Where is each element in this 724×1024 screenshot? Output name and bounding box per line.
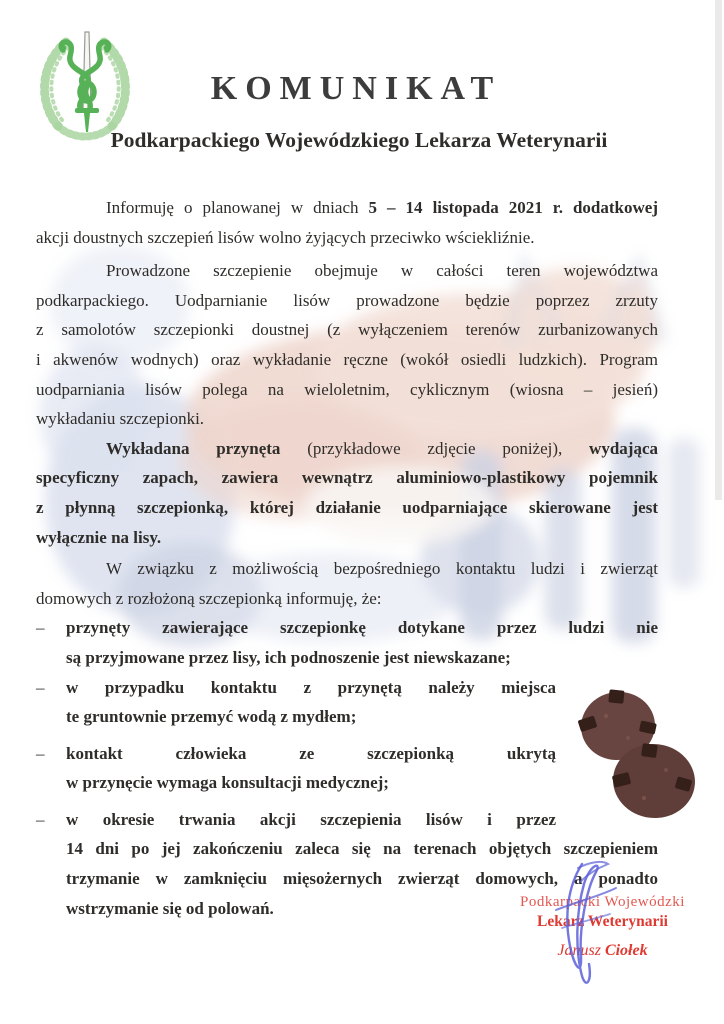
text-line: Wykładana przynęta (przykładowe zdjęcie poniżej), wydająca [106, 438, 658, 458]
list-item [36, 673, 658, 732]
text-line: wyłącznie na lisy. [36, 527, 162, 547]
list-item [36, 739, 658, 798]
scan-artifact-strip [715, 0, 722, 500]
paragraph-intro [36, 193, 658, 252]
paragraph-bait-description [36, 434, 658, 552]
signer-last-name: Ciołek [604, 942, 648, 959]
text-line: w przypadku kontaktu z przynętą należy miejsca [66, 677, 556, 697]
text-line: trzymanie w zamknięciu mięsożernych zwierząt domowych, a ponadto [66, 869, 658, 889]
paragraph-scope [36, 256, 658, 434]
text-line: te gruntownie przemyć wodą z mydłem; [66, 707, 357, 727]
text-line: W związku z możliwością bezpośredniego kontaktu ludzi i zwierząt [106, 559, 658, 579]
text-line: specyficzny zapach, zawiera wewnątrz aluminiowo-plastikowy pojemnik [36, 468, 658, 488]
handwritten-signature [528, 858, 638, 990]
text-line: kontakt człowieka ze szczepionką ukrytą [66, 743, 556, 763]
signer-first-name: Janusz [557, 942, 605, 959]
stamp-line-2: Lekarz Weterynarii [536, 913, 668, 930]
text-line: w przynęcie wymaga konsultacji medycznej; [66, 773, 389, 793]
text-line: wykładaniu szczepionki. [36, 409, 205, 429]
text-line: i akwenów wodnych) oraz wykładanie ręczne (wokół osiedli ludzkich). Program [36, 349, 658, 369]
vaccine-bait-photo [572, 686, 704, 822]
bullet-dash: – [36, 618, 45, 638]
list-item [36, 613, 658, 672]
text-line: Prowadzone szczepienie obejmuje w całości teren województwa [106, 261, 658, 281]
page-subtitle: Podkarpackiego Wojewódzkiego Lekarza Weterynarii [110, 128, 608, 152]
text-line: przynęty zawierające szczepionkę dotykane przez ludzi nie [66, 618, 658, 638]
bullet-dash: – [36, 677, 45, 697]
text-line: z samolotów szczepionki doustnej (z wyłączeniem terenów zurbanizowanych [36, 320, 658, 340]
document-body [36, 193, 658, 923]
text-line: domowych z rozłożoną szczepionką informuję, że: [36, 588, 382, 608]
text-line: podkarpackiego. Uodparnianie lisów prowadzone będzie poprzez zrzuty [36, 290, 658, 310]
text-line: w okresie trwania akcji szczepienia lisów i przez [66, 809, 556, 829]
paragraph-contact-notice [36, 554, 658, 613]
page-title: KOMUNIKAT [210, 70, 502, 107]
text-line: uodparniania lisów polega na wieloletnim, cyklicznym (wiosna – jesień) [36, 379, 658, 399]
stamp-line-1: Podkarpacki Wojewódzki [520, 894, 685, 910]
text-line: są przyjmowane przez lisy, ich podnoszenie jest niewskazane; [66, 647, 511, 667]
text-line: z płynną szczepionką, której działanie uodparniające skierowane jest [36, 497, 658, 517]
bullet-dash: – [36, 743, 45, 763]
text-line: 14 dni po jej zakończeniu zaleca się na terenach objętych szczepieniem [66, 839, 658, 859]
text-line: Informuję o planowanej w dniach 5 – 14 listopada 2021 r. dodatkowej [106, 198, 658, 217]
text-line: akcji doustnych szczepień lisów wolno żyjących przeciwko wściekliźnie. [36, 227, 535, 247]
text-line: wstrzymanie się od polowań. [66, 898, 274, 918]
bullet-dash: – [36, 809, 45, 829]
